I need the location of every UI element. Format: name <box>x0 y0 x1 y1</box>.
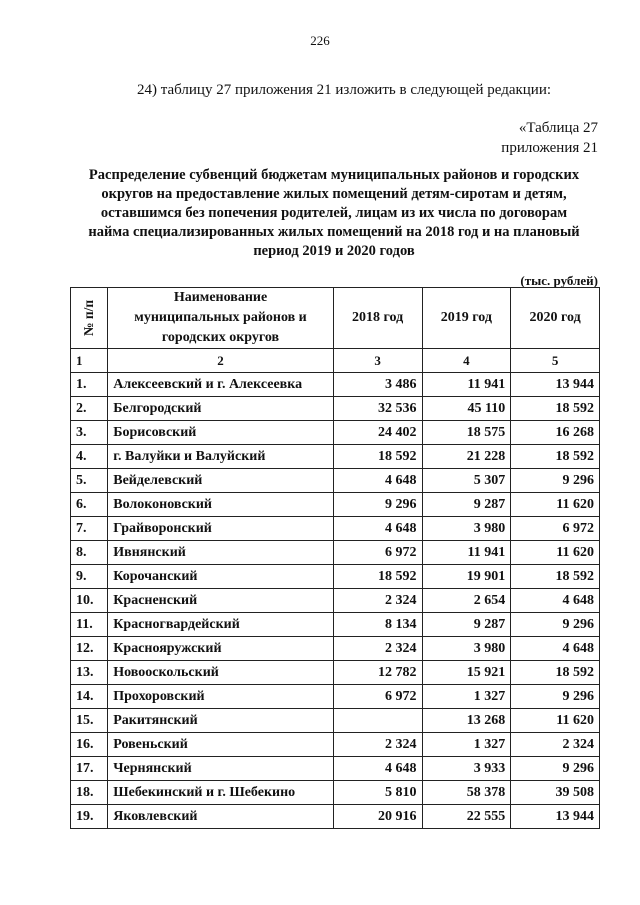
district-name: Красногвардейский <box>108 613 334 637</box>
value-2020: 11 620 <box>511 709 600 733</box>
table-row <box>71 445 600 469</box>
value-2020: 18 592 <box>511 661 600 685</box>
row-number: 4. <box>71 445 108 469</box>
row-number: 1. <box>71 373 108 397</box>
value-2020: 13 944 <box>511 373 600 397</box>
value-2019: 19 901 <box>422 565 511 589</box>
header-num <box>71 288 108 349</box>
table-body <box>71 373 600 829</box>
title-line: период 2019 и 2020 годов <box>253 243 415 259</box>
value-2019: 21 228 <box>422 445 511 469</box>
value-2019: 15 921 <box>422 661 511 685</box>
value-2019: 13 268 <box>422 709 511 733</box>
district-name: Шебекинский и г. Шебекино <box>108 781 334 805</box>
header-name-line: Наименование <box>173 290 268 305</box>
value-2019: 58 378 <box>422 781 511 805</box>
value-2018: 32 536 <box>333 397 422 421</box>
district-name: г. Валуйки и Валуйский <box>108 445 334 469</box>
value-2018: 4 648 <box>333 469 422 493</box>
value-2018: 8 134 <box>333 613 422 637</box>
header-row <box>71 288 600 349</box>
header-2019: 2019 год <box>422 288 511 349</box>
value-2019: 1 327 <box>422 733 511 757</box>
row-number: 8. <box>71 541 108 565</box>
row-number: 11. <box>71 613 108 637</box>
value-2019: 11 941 <box>422 541 511 565</box>
header-2018: 2018 год <box>333 288 422 349</box>
table-reference-line1: «Таблица 27 <box>518 120 598 136</box>
title-line: округов на предоставление жилых помещений детям-сиротам и детям, <box>101 186 567 202</box>
table-row <box>71 517 600 541</box>
units-label: (тыс. рублей) <box>520 273 598 288</box>
value-2018: 12 782 <box>333 661 422 685</box>
district-name: Чернянский <box>108 757 334 781</box>
district-name: Волоконовский <box>108 493 334 517</box>
row-number: 7. <box>71 517 108 541</box>
value-2019: 2 654 <box>422 589 511 613</box>
value-2020: 9 296 <box>511 757 600 781</box>
page-number: 226 <box>310 33 330 48</box>
value-2018: 2 324 <box>333 733 422 757</box>
value-2019: 11 941 <box>422 373 511 397</box>
value-2018 <box>333 709 422 733</box>
value-2018: 2 324 <box>333 637 422 661</box>
table-row <box>71 397 600 421</box>
table-row <box>71 709 600 733</box>
row-number: 16. <box>71 733 108 757</box>
value-2019: 9 287 <box>422 493 511 517</box>
value-2019: 3 980 <box>422 517 511 541</box>
table-row <box>71 373 600 397</box>
row-number: 3. <box>71 421 108 445</box>
header-num-label: № п/п <box>81 299 97 336</box>
row-number: 9. <box>71 565 108 589</box>
table-row <box>71 589 600 613</box>
title-line: оставшимся без попечения родителей, лицам из их числа по договорам <box>100 205 568 221</box>
district-name: Новооскольский <box>108 661 334 685</box>
column-index-row <box>71 349 600 373</box>
value-2020: 2 324 <box>511 733 600 757</box>
district-name: Алексеевский и г. Алексеевка <box>108 373 334 397</box>
value-2018: 20 916 <box>333 805 422 829</box>
district-name: Вейделевский <box>108 469 334 493</box>
row-number: 2. <box>71 397 108 421</box>
table-row <box>71 637 600 661</box>
table-row <box>71 805 600 829</box>
district-name: Грайворонский <box>108 517 334 541</box>
row-number: 13. <box>71 661 108 685</box>
value-2018: 4 648 <box>333 757 422 781</box>
value-2018: 9 296 <box>333 493 422 517</box>
table-row <box>71 469 600 493</box>
value-2020: 9 296 <box>511 469 600 493</box>
district-name: Красненский <box>108 589 334 613</box>
value-2020: 4 648 <box>511 637 600 661</box>
table-reference-line2: приложения 21 <box>501 140 598 156</box>
value-2019: 5 307 <box>422 469 511 493</box>
district-name: Ивнянский <box>108 541 334 565</box>
table-row <box>71 541 600 565</box>
district-name: Борисовский <box>108 421 334 445</box>
value-2018: 3 486 <box>333 373 422 397</box>
value-2019: 3 933 <box>422 757 511 781</box>
value-2018: 2 324 <box>333 589 422 613</box>
header-name <box>108 288 334 349</box>
column-index: 3 <box>333 349 422 373</box>
value-2020: 18 592 <box>511 565 600 589</box>
district-name: Прохоровский <box>108 685 334 709</box>
row-number: 5. <box>71 469 108 493</box>
table-row <box>71 661 600 685</box>
row-number: 15. <box>71 709 108 733</box>
district-name: Корочанский <box>108 565 334 589</box>
value-2020: 6 972 <box>511 517 600 541</box>
title-line: Распределение субвенций бюджетам муниципальных районов и городских <box>88 167 580 183</box>
district-name: Ровеньский <box>108 733 334 757</box>
row-number: 6. <box>71 493 108 517</box>
value-2018: 4 648 <box>333 517 422 541</box>
value-2019: 22 555 <box>422 805 511 829</box>
value-2020: 9 296 <box>511 685 600 709</box>
row-number: 14. <box>71 685 108 709</box>
value-2019: 45 110 <box>422 397 511 421</box>
value-2018: 24 402 <box>333 421 422 445</box>
value-2018: 6 972 <box>333 541 422 565</box>
district-name: Краснояружский <box>108 637 334 661</box>
value-2020: 18 592 <box>511 397 600 421</box>
value-2020: 11 620 <box>511 493 600 517</box>
column-index: 2 <box>108 349 334 373</box>
value-2018: 18 592 <box>333 565 422 589</box>
value-2019: 9 287 <box>422 613 511 637</box>
table-row <box>71 613 600 637</box>
value-2020: 4 648 <box>511 589 600 613</box>
value-2019: 1 327 <box>422 685 511 709</box>
value-2018: 18 592 <box>333 445 422 469</box>
value-2020: 18 592 <box>511 445 600 469</box>
row-number: 18. <box>71 781 108 805</box>
row-number: 10. <box>71 589 108 613</box>
table-reference <box>501 118 598 158</box>
row-number: 17. <box>71 757 108 781</box>
value-2018: 6 972 <box>333 685 422 709</box>
header-name-line: городских округов <box>161 330 280 345</box>
header-name-line: муниципальных районов и <box>134 310 307 325</box>
column-index: 4 <box>422 349 511 373</box>
title-line: найма специализированных жилых помещений на 2018 год и на плановый <box>88 224 580 240</box>
value-2020: 39 508 <box>511 781 600 805</box>
value-2020: 11 620 <box>511 541 600 565</box>
value-2018: 5 810 <box>333 781 422 805</box>
row-number: 19. <box>71 805 108 829</box>
document-title <box>66 166 602 261</box>
row-number: 12. <box>71 637 108 661</box>
table-row <box>71 781 600 805</box>
table-header <box>71 288 600 373</box>
column-index: 5 <box>511 349 600 373</box>
value-2019: 3 980 <box>422 637 511 661</box>
subsidy-table <box>70 287 600 829</box>
value-2020: 16 268 <box>511 421 600 445</box>
column-index: 1 <box>71 349 108 373</box>
header-2020: 2020 год <box>511 288 600 349</box>
table-row <box>71 421 600 445</box>
district-name: Белгородский <box>108 397 334 421</box>
district-name: Ракитянский <box>108 709 334 733</box>
value-2020: 13 944 <box>511 805 600 829</box>
district-name: Яковлевский <box>108 805 334 829</box>
table-row <box>71 685 600 709</box>
table-row <box>71 565 600 589</box>
value-2019: 18 575 <box>422 421 511 445</box>
table-row <box>71 493 600 517</box>
intro-text: 24) таблицу 27 приложения 21 изложить в следующей редакции: <box>137 82 552 98</box>
table-row <box>71 733 600 757</box>
table-row <box>71 757 600 781</box>
value-2020: 9 296 <box>511 613 600 637</box>
